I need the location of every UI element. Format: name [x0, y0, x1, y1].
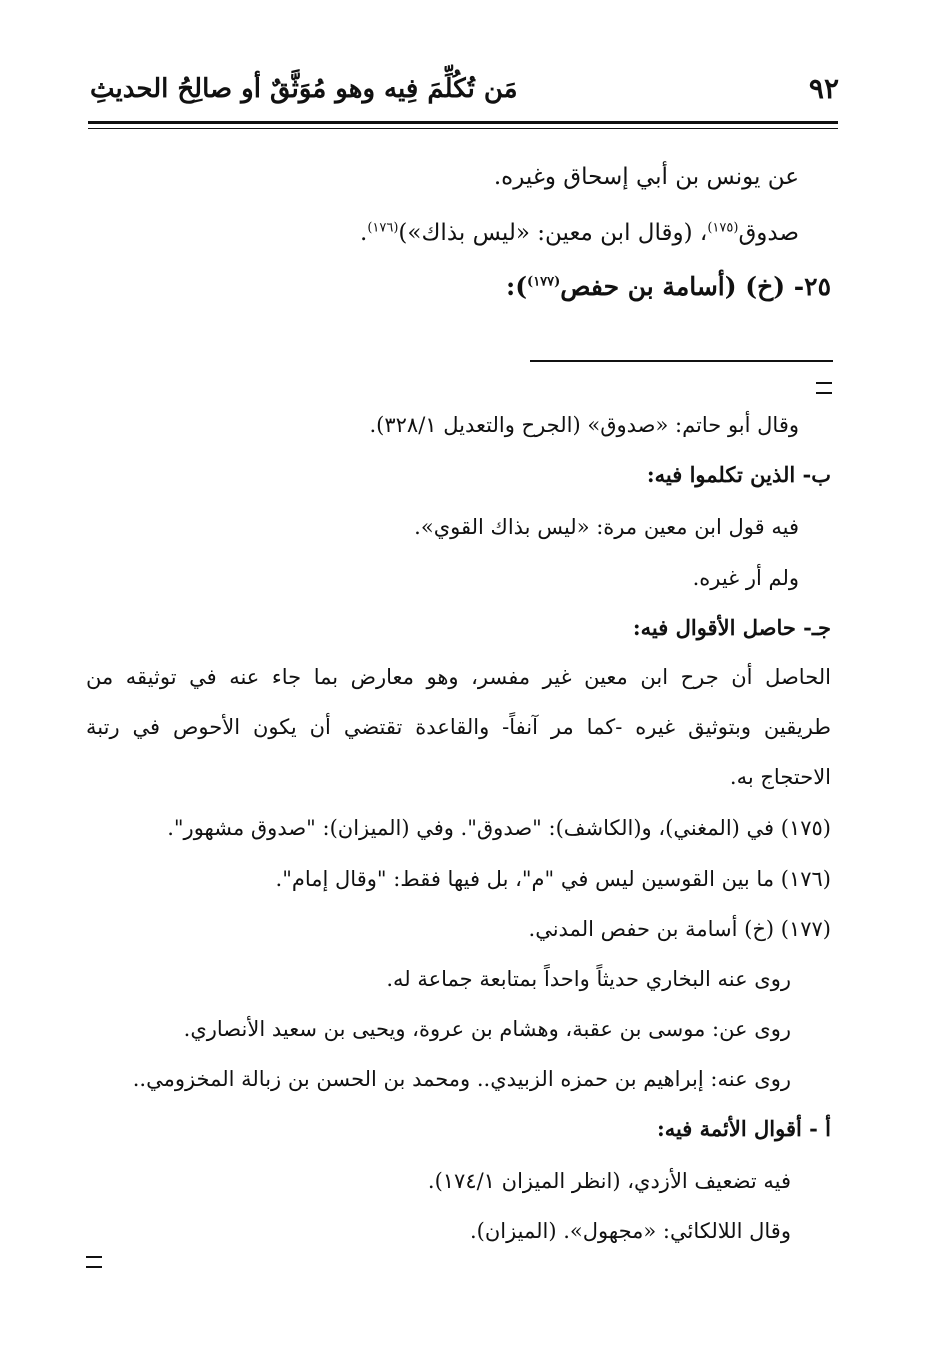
paragraph-line: طريقين وبتوثيق غيره -كما مر آنفاً- والقاعدة تقتضي أن يكون الأحوص في رتبة: [86, 715, 831, 739]
footnote-text-line: روى عنه: إبراهيم بن حمزه الزبيدي.. ومحمد بن الحسن بن زبالة المخزومي..: [132, 1067, 791, 1091]
header-rule-thick: [88, 121, 838, 124]
entry-heading-text: ٢٥- (خ) (أسامة بن حفص: [560, 272, 831, 301]
footnote-175: (١٧٥) في (المغني)، و(الكاشف): "صدوق". وفي (الميزان): "صدوق مشهور".: [167, 816, 831, 840]
section-heading: جـ- حاصل الأقوال فيه:: [632, 615, 831, 640]
entry-heading-end: ):: [505, 272, 528, 301]
footnote-separator: [530, 360, 833, 362]
main-text-line: عن يونس بن أبي إسحاق وغيره.: [493, 164, 799, 190]
page-number: ٩٢: [808, 72, 839, 105]
footnote-ref: (١٧٦): [367, 220, 399, 236]
footnote-text-line: روى عن: موسى بن عقبة، وهشام بن عروة، ويحيى بن سعيد الأنصاري.: [183, 1017, 791, 1041]
text-segment: .: [360, 220, 368, 246]
section-heading: ب- الذين تكلموا فيه:: [646, 462, 831, 487]
continuation-mark: [86, 1256, 102, 1268]
footnote-ref: (١٧٥): [707, 220, 739, 236]
footnote-text-line: فيه تضعيف الأزدي، (انظر الميزان ١٧٤/١).: [427, 1169, 791, 1193]
footnote-text-line: فيه قول ابن معين مرة: «ليس بذاك القوي».: [414, 515, 799, 539]
header-rule-thin: [88, 128, 838, 129]
paragraph-line: الاحتجاج به.: [729, 765, 831, 789]
section-heading: أ - أقوال الأئمة فيه:: [656, 1116, 831, 1141]
footnote-177: (١٧٧) (خ) أسامة بن حفص المدني.: [528, 917, 831, 941]
footnote-176: (١٧٦) ما بين القوسين ليس في "م"، بل فيها فقط: "وقال إمام".: [275, 867, 831, 891]
text-segment: ، (وقال ابن معين: «ليس بذاك»): [398, 220, 708, 246]
footnote-ref: (١٧٧): [527, 274, 561, 290]
footnote-text-line: روى عنه البخاري حديثاً واحداً بمتابعة جماعة له.: [386, 967, 791, 991]
text-segment: صدوق: [738, 220, 799, 246]
running-header-title: مَن تُكُلِّمَ فِيه وهو مُوَثَّقٌ أو صالِحُ الحديثِ: [90, 74, 518, 104]
main-text-line: [360, 216, 799, 250]
entry-heading: [506, 270, 831, 304]
footnote-text-line: وقال اللالكائي: «مجهول». (الميزان).: [469, 1219, 791, 1243]
footnote-text-line: ولم أر غيره.: [692, 566, 799, 590]
paragraph-line: الحاصل أن جرح ابن معين غير مفسر، وهو معارض بما جاء عنه في توثيقه من: [86, 665, 831, 689]
footnote-text-line: وقال أبو حاتم: «صدوق» (الجرح والتعديل ٣٢٨/١).: [369, 413, 799, 437]
continuation-mark: [816, 382, 832, 394]
